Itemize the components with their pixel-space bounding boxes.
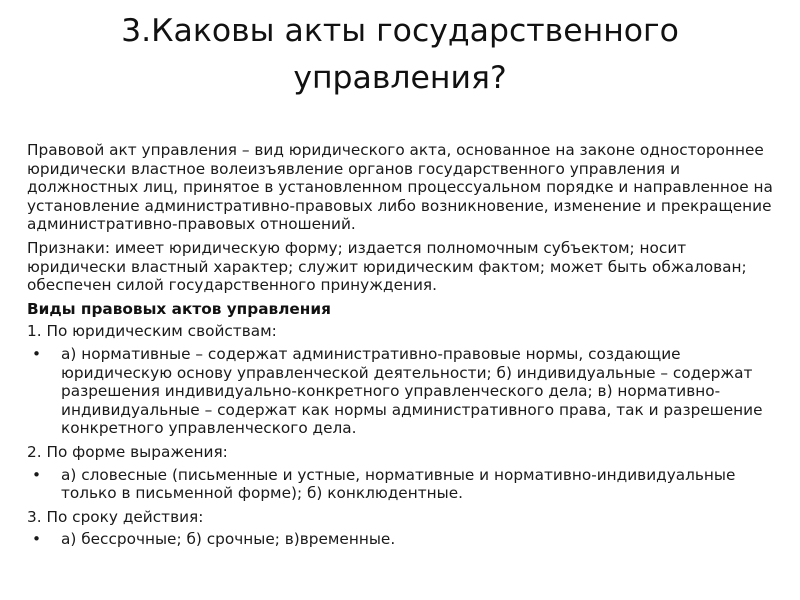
list-item-text: а) словесные (письменные и устные, нормативные и нормативно-индивидуальные только в письменной форме); б) конклюдентные. xyxy=(61,465,736,503)
list-item xyxy=(27,345,787,438)
section-label-legal-properties: 1. По юридическим свойствам: xyxy=(27,322,277,341)
slide-title: 3.Каковы акты государственного управления? xyxy=(121,13,679,96)
section-label-form: 2. По форме выражения: xyxy=(27,442,228,461)
features-paragraph: Признаки: имеет юридическую форму; издается полномочным субъектом; носит юридически властный характер; служит юридическим фактом; может быть обжалован; обеспечен силой государственного принуждения. xyxy=(27,238,747,295)
list-item xyxy=(27,466,787,503)
bullet-icon: • xyxy=(32,344,42,363)
section-label-duration: 3. По сроку действия: xyxy=(27,507,204,526)
bullet-icon: • xyxy=(32,530,42,549)
list-item-text: а) нормативные – содержат административно-правовые нормы, создающие юридическую основу управленческой деятельности; б) индивидуальные – содержат разрешения индивидуально-конкретного управленческого дела; в) нормативно-индивидуальные – содержат как нормы административного права, так и разрешение конкретного управленческого дела. xyxy=(61,344,763,438)
types-heading: Виды правовых актов управления xyxy=(27,299,331,318)
slide-content xyxy=(27,141,787,554)
definition-paragraph: Правовой акт управления – вид юридического акта, основанное на законе одностороннее юридически властное волеизъявление органов государственного управления и должностных лиц, принятое в установленном процессуальном порядке и направленное на установление административно-правовых либо возникновение, изменение и прекращение административно-правовых отношений. xyxy=(27,141,773,234)
bullet-icon: • xyxy=(32,465,42,484)
list-item xyxy=(27,530,787,549)
list-item-text: а) бессрочные; б) срочные; в)временные. xyxy=(61,530,396,549)
